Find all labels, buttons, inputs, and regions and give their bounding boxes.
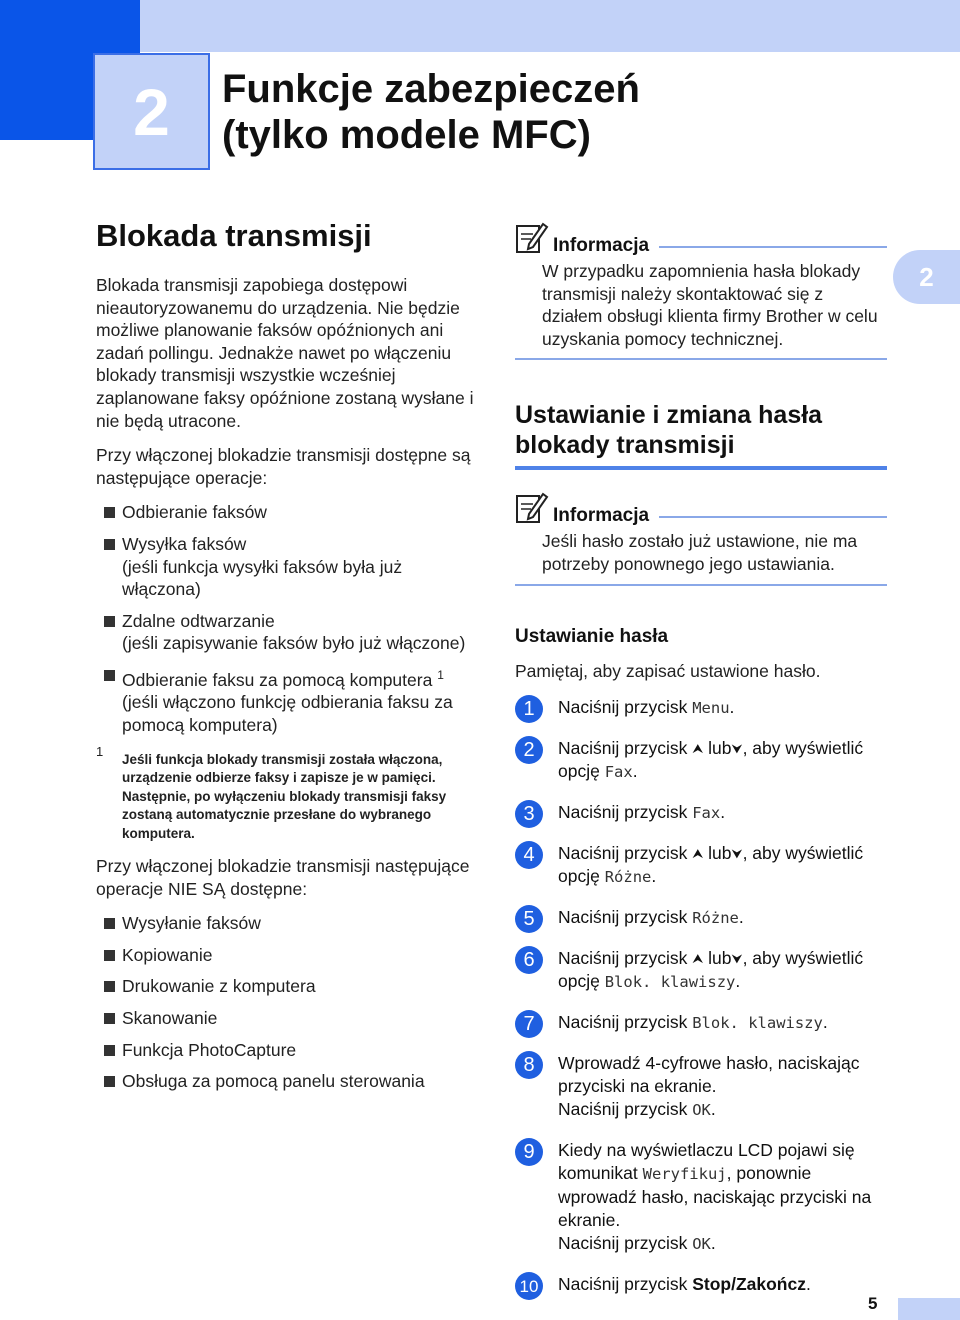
step: 6 Naciśnij przycisk ⮝ lub⮟, aby wyświetlić opcję Blok. klawiszy. — [515, 947, 887, 994]
chapter-number: 2 — [93, 53, 210, 170]
available-list — [102, 501, 476, 736]
step: 4 Naciśnij przycisk ⮝ lub⮟, aby wyświetlić opcję Różne. — [515, 842, 887, 889]
list-item: Odbieranie faksu za pomocą komputera $^1$ (jeśli włączono funkcję odbierania faksu za pomocą komputera) — [102, 664, 476, 737]
page-number: 5 — [868, 1294, 878, 1313]
key-label: Fax — [692, 804, 721, 823]
list-item: Kopiowanie — [102, 944, 476, 967]
list-item: Funkcja PhotoCapture — [102, 1039, 476, 1062]
note-text: W przypadku zapomnienia hasła blokady transmisji należy skontaktować się z działem obsługi klienta firmy Brother w celu uzyskania pomocy technicznej. — [542, 261, 878, 349]
footnote: 1 Jeśli funkcja blokady transmisji została włączona, urządzenie odbierze faksy i zapisze je w pamięci. Następnie, po wyłączeniu blokady transmisji faksy zostaną automatycznie przesłane do wybranego komputera. — [96, 743, 447, 841]
note-text: Jeśli hasło zostało już ustawione, nie ma potrzeby ponownego jego ustawiania. — [542, 531, 858, 574]
step: 2 Naciśnij przycisk ⮝ lub⮟, aby wyświetlić opcję Fax. — [515, 737, 887, 784]
bullet-icon — [104, 950, 115, 961]
step: 8 Wprowadź 4-cyfrowe hasło, naciskając przyciski na ekranie. Naciśnij przycisk OK. — [515, 1052, 887, 1122]
step: 1 Naciśnij przycisk Menu. — [515, 696, 887, 720]
key-label: Fax — [604, 763, 633, 782]
chevron-up-icon: ⮝ — [692, 741, 704, 757]
remember-text: Pamiętaj, aby zapisać ustawione hasło. — [515, 660, 821, 681]
list-item: Wysyłanie faksów — [102, 912, 476, 935]
bullet-icon — [104, 1045, 115, 1056]
step-number: 6 — [515, 946, 543, 974]
step-number: 4 — [515, 841, 543, 869]
bullet-icon — [104, 670, 115, 681]
info-note — [515, 216, 887, 360]
step: 9 Kiedy na wyświetlaczu LCD pojawi się komunikat Weryfikuj, ponownie wprowadź hasło, naciskając przyciski na ekranie. Naciśnij przycisk OK. — [515, 1139, 887, 1256]
chevron-up-icon: ⮝ — [692, 951, 704, 967]
key-label: Stop/Zakończ — [692, 1274, 806, 1295]
bullet-icon — [104, 1013, 115, 1024]
chapter-side-tab: 2 — [893, 250, 960, 304]
chapter-title-line1: Funkcje zabezpieczeń — [222, 67, 640, 111]
section-heading: Blokada transmisji — [96, 218, 372, 253]
step-number: 9 — [515, 1138, 543, 1166]
chevron-down-icon: ⮟ — [731, 846, 743, 862]
info-note — [515, 486, 887, 585]
chapter-title — [222, 66, 640, 158]
key-label: Menu — [692, 699, 730, 718]
step: 3 Naciśnij przycisk Fax. — [515, 801, 887, 825]
list-item: Wysyłka faksów (jeśli funkcja wysyłki faksów była już włączona) — [102, 533, 476, 601]
procedure-heading: Ustawianie hasła — [515, 625, 669, 647]
step: 5 Naciśnij przycisk Różne. — [515, 906, 887, 930]
key-label: OK — [692, 1235, 711, 1254]
list-item: Obsługa za pomocą panelu sterowania — [102, 1070, 476, 1093]
step-number: 7 — [515, 1010, 543, 1038]
footnote-ref: 1 — [437, 667, 444, 682]
note-title: Informacja — [553, 235, 650, 256]
step: 10 Naciśnij przycisk Stop/Zakończ. — [515, 1273, 887, 1296]
bullet-icon — [104, 918, 115, 929]
intro-paragraph: Blokada transmisji zapobiega dostępowi nieautoryzowanemu do urządzenia. Nie będzie możliwe planowanie faksów opóźnionych ani zadań pollingu. Jednakże nawet po włączeniu blokady transmisji wszystkie wcześniej zaplanowane faksy opóźnione zostaną wysłane i nie będą utracone. — [96, 275, 474, 431]
bullet-icon — [104, 539, 115, 550]
bullet-icon — [104, 507, 115, 518]
step-number: 5 — [515, 905, 543, 933]
list-item: Drukowanie z komputera — [102, 975, 476, 998]
key-label: Różne — [692, 909, 739, 928]
subsection-heading: Ustawianie i zmiana hasła blokady transmisji — [515, 400, 887, 470]
chevron-down-icon: ⮟ — [731, 951, 743, 967]
available-intro: Przy włączonej blokadzie transmisji dostępne są następujące operacje: — [96, 445, 471, 488]
key-label: OK — [692, 1101, 711, 1120]
right-column — [515, 216, 887, 1296]
lcd-message: Weryfikuj — [642, 1165, 727, 1184]
note-pencil-icon — [515, 490, 549, 524]
bullet-icon — [104, 616, 115, 627]
key-label: Blok. klawiszy — [604, 973, 736, 992]
unavailable-intro: Przy włączonej blokadzie transmisji następujące operacje NIE SĄ dostępne: — [96, 856, 470, 899]
footnote-mark: 1 — [96, 743, 104, 759]
bullet-icon — [104, 1076, 115, 1087]
page-number-bar — [898, 1298, 960, 1320]
left-column — [96, 216, 476, 1102]
header-light-band — [140, 0, 960, 52]
step-number: 2 — [515, 736, 543, 764]
note-title: Informacja — [553, 505, 650, 527]
bullet-icon — [104, 981, 115, 992]
step-number: 1 — [515, 695, 543, 723]
list-item: Odbieranie faksów — [102, 501, 476, 524]
unavailable-list — [102, 912, 476, 1093]
chevron-up-icon: ⮝ — [692, 846, 704, 862]
step-number: 8 — [515, 1051, 543, 1079]
note-pencil-icon — [515, 220, 549, 254]
step: 7 Naciśnij przycisk Blok. klawiszy. — [515, 1011, 887, 1035]
list-item: Zdalne odtwarzanie (jeśli zapisywanie faksów było już włączone) — [102, 610, 476, 655]
step-number: 3 — [515, 800, 543, 828]
key-label: Blok. klawiszy — [692, 1014, 823, 1033]
key-label: Różne — [604, 868, 652, 887]
chevron-down-icon: ⮟ — [731, 741, 743, 757]
list-item: Skanowanie — [102, 1007, 476, 1030]
step-number: 10 — [515, 1272, 543, 1300]
chapter-title-line2: (tylko modele MFC) — [222, 113, 591, 157]
